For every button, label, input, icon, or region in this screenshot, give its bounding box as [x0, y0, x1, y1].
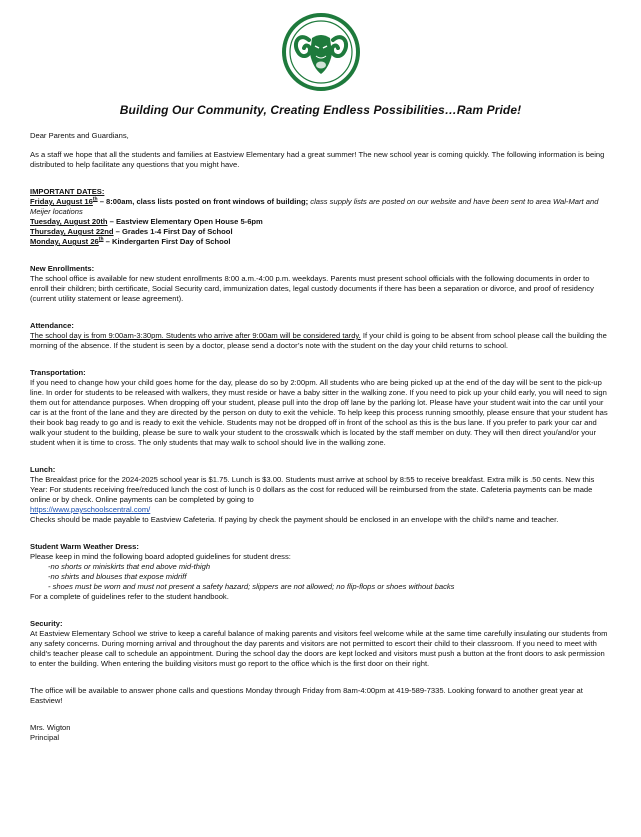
dress-rule: -no shirts and blouses that expose midriff — [48, 572, 187, 581]
date-item: Friday, August 16th – 8:00am, class lists posted on front windows of building; class supply lists are posted on our website and have been sent to area Wal-Mart and Meijer locations — [30, 196, 599, 216]
security-text: At Eastview Elementary School we strive to keep a careful balance of making parents and visitors feel welcome while at the same time carefully insulating our students from any safety concerns. During morning arrival and throughout the day parents and visitors are not permitted to escort their child to their classroom. If you need to meet with child’s teacher please call to schedule an appointment. During the school day the doors are kept locked and visitors must push a button at the front doors to ask permission to enter the building. When entering the building visitors must go report to the office which is the first door on their right. — [30, 629, 608, 668]
lunch-checks-text: Checks should be made payable to Eastview Cafeteria. If paying by check the payment should be enclosed in an envelope with the child’s name and teacher. — [30, 515, 559, 524]
date-item: Tuesday, August 20th – Eastview Elementary Open House 5-6pm — [30, 217, 263, 226]
important-dates-heading: IMPORTANT DATES: — [30, 187, 105, 196]
security-section — [30, 619, 610, 669]
signature-block — [30, 723, 610, 743]
dress-intro: Please keep in mind the following board adopted guidelines for student dress: — [30, 552, 291, 561]
ram-mascot-logo — [282, 10, 360, 94]
lunch-heading: Lunch: — [30, 465, 56, 474]
lunch-section — [30, 465, 610, 525]
attendance-section — [30, 321, 610, 351]
important-dates-section — [30, 187, 610, 247]
signature-title: Principal — [30, 733, 60, 742]
enrollments-text: The school office is available for new student enrollments 8:00 a.m.-4:00 p.m. weekdays. Parents must present school officials with the following documents in order to enroll their children; birth certificate, Social Security card, immunization dates, legal custody documents if there has been a separation or divorce, and proof of residency (current utility statement or lease agreement). — [30, 274, 594, 303]
dress-rule: -no shorts or miniskirts that end above mid-thigh — [48, 562, 211, 571]
slogan-heading: Building Our Community, Creating Endless Possibilities…Ram Pride! — [119, 103, 522, 117]
payschools-link[interactable]: https://www.payschoolscentral.com/ — [30, 505, 151, 514]
dress-heading: Student Warm Weather Dress: — [30, 542, 139, 551]
enrollments-section — [30, 264, 610, 304]
intro-paragraph: As a staff we hope that all the students and families at Eastview Elementary had a great summer! The new school year is coming quickly. The following information is being distributed to help facilitate any questions that you might have. — [30, 150, 605, 169]
attendance-text: If your child is going to be absent from school please call the building the morning of the absence. If the student is seen by a doctor, please send a doctor’s note with the student on the day your child returns to school. — [30, 331, 607, 350]
attendance-hours: The school day is from 9:00am-3:30pm. Students who arrive after 9:00am will be considered tardy. — [30, 331, 361, 340]
letter-body — [30, 131, 610, 743]
date-item: Thursday, August 22nd – Grades 1-4 First Day of School — [30, 227, 233, 236]
signature-name: Mrs. Wigton — [30, 723, 71, 732]
lunch-text: The Breakfast price for the 2024-2025 school year is $1.75. Lunch is $3.00. Students must arrive at school by 8:55 to receive breakfast. Extra milk is .50 cents. New this Year: For students receiving free/reduced lunch the cost of lunch is 0 dollars as the cost for reduced will be reimbursed from the state. Cafeteria payments can be made online or by check. Online payments can be completed by going to — [30, 475, 595, 504]
enrollments-heading: New Enrollments: — [30, 264, 95, 273]
dress-rule: - shoes must be worn and must not present a safety hazard; slippers are not allowed; no flip-flops or shoes without backs — [48, 582, 455, 591]
dress-outro: For a complete of guidelines refer to the student handbook. — [30, 592, 229, 601]
security-heading: Security: — [30, 619, 63, 628]
transportation-section — [30, 368, 610, 448]
transportation-text: If you need to change how your child goes home for the day, please do so by 2:00pm. All students who are being picked up at the end of the day will be sent to the pick-up line. In order for students to be released with walkers, they must reside or have a baby sitter in the walking zone. If you need to pick up your child early, you will need to sign them out for attendance purposes. When dropping off your student, please pull into the drop off lane by the parking lot. Please have your student wait into the car until your car is at the front of the lane and they are directed by the person on duty to exit the vehicle. To help keep this process running smoothly, please ensure that your student has their book bag ready to go and is ready to exit the vehicle. Students may not be dropped off in front of the school as this is the bus lane. If you prefer to park your car and walk your student to the building, please be sure to walk your student to the crosswalk which is located by the staff member on duty. They will then direct you/and/or your student when it is time to cross. The only students that may walk to school should live in the walking zone. — [30, 378, 608, 447]
dress-section — [30, 542, 610, 602]
greeting: Dear Parents and Guardians, — [30, 131, 129, 140]
attendance-heading: Attendance: — [30, 321, 74, 330]
closing-paragraph: The office will be available to answer phone calls and questions Monday through Friday from 8am-4:00pm at 419-589-7335. Looking forward to another great year at Eastview! — [30, 686, 583, 705]
transportation-heading: Transportation: — [30, 368, 86, 377]
date-item: Monday, August 26th – Kindergarten First Day of School — [30, 236, 231, 246]
